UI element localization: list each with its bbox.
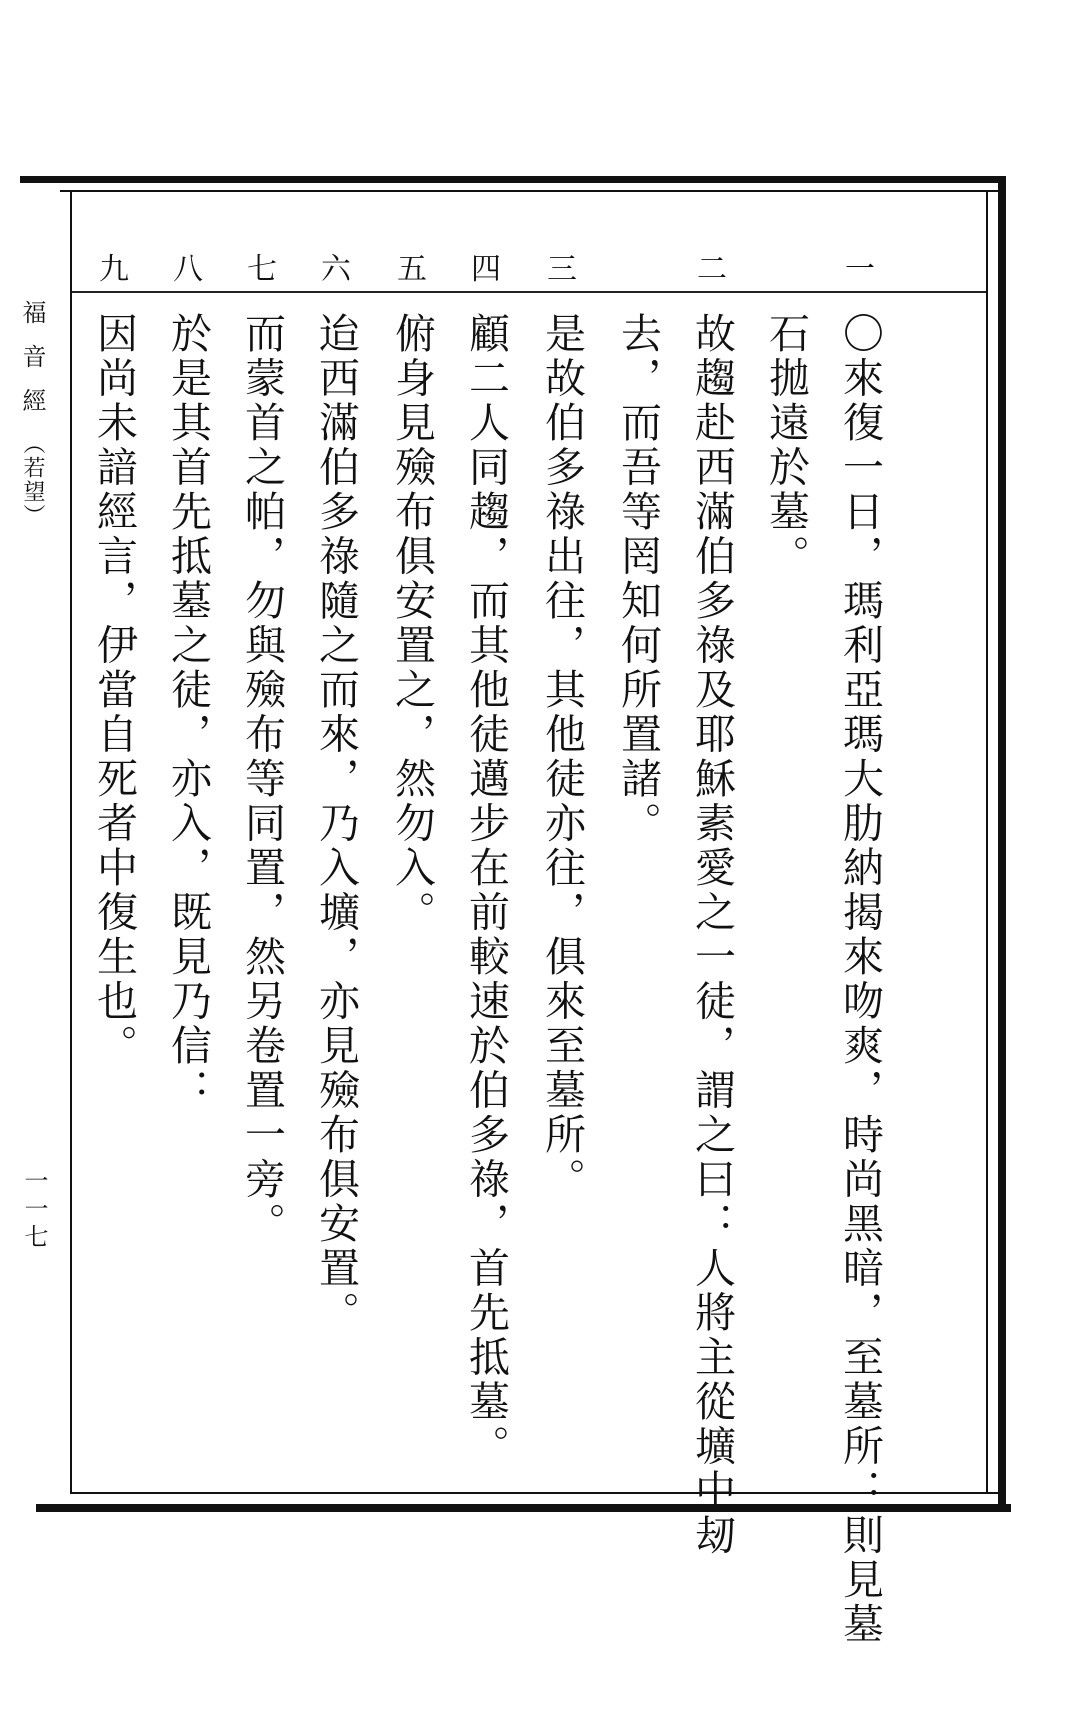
verse-number-3: 三 [547, 252, 577, 287]
verse-1-line-2: 石拋遠於墓。 [762, 312, 810, 579]
book-title: 福音經 [18, 300, 46, 432]
verse-9-line-1: 因尚未諳經言，伊當自死者中復生也。 [90, 312, 138, 1069]
top-inner-rule [60, 190, 1005, 192]
verse-4-line-1: 顧二人同趨，而其他徒邁步在前較速於伯多祿，首先抵墓。 [462, 312, 510, 1469]
verse-7-line-1: 而蒙首之帕，勿與殮布等同置，然另卷置一旁。 [238, 312, 286, 1247]
verse-number-1: 一 [845, 252, 875, 287]
verse-2-line-1: 故趨赴西滿伯多祿及耶穌素愛之一徒，謂之曰：人將主從壙中刼 [688, 312, 736, 1558]
verse-3-line-1: 是故伯多祿出往，其他徒亦往，俱來至墓所。 [538, 312, 586, 1202]
running-head [14, 300, 50, 528]
verse-number-separator [72, 291, 986, 293]
verse-8-line-1: 於是其首先抵墓之徒，亦入，既見乃信： [164, 312, 212, 1113]
verse-2-line-2: 去，而吾等罔知何所置諸。 [614, 312, 662, 846]
gutter-rule [70, 190, 72, 1494]
verse-6-line-1: 迨西滿伯多祿隨之而來，乃入壙，亦見殮布俱安置。 [312, 312, 360, 1336]
verse-5-line-1: 俯身見殮布俱安置之，然勿入。 [388, 312, 436, 935]
verse-number-9: 九 [99, 252, 129, 287]
right-border-rule [998, 176, 1006, 1510]
book-subtitle: （若望） [20, 432, 45, 528]
verse-number-4: 四 [471, 252, 501, 287]
verse-number-8: 八 [173, 252, 203, 287]
page-number: 一一七 [20, 1168, 48, 1252]
verse-number-6: 六 [321, 252, 351, 287]
right-inner-rule [986, 190, 988, 1494]
verse-1-line-1: 〇來復一日，瑪利亞瑪大肋納揭來吻爽，時尚黑暗，至墓所：則見墓 [836, 312, 884, 1647]
verse-number-2: 二 [697, 252, 727, 287]
verse-number-5: 五 [397, 252, 427, 287]
verse-number-7: 七 [247, 252, 277, 287]
top-border-rule [20, 176, 1005, 183]
